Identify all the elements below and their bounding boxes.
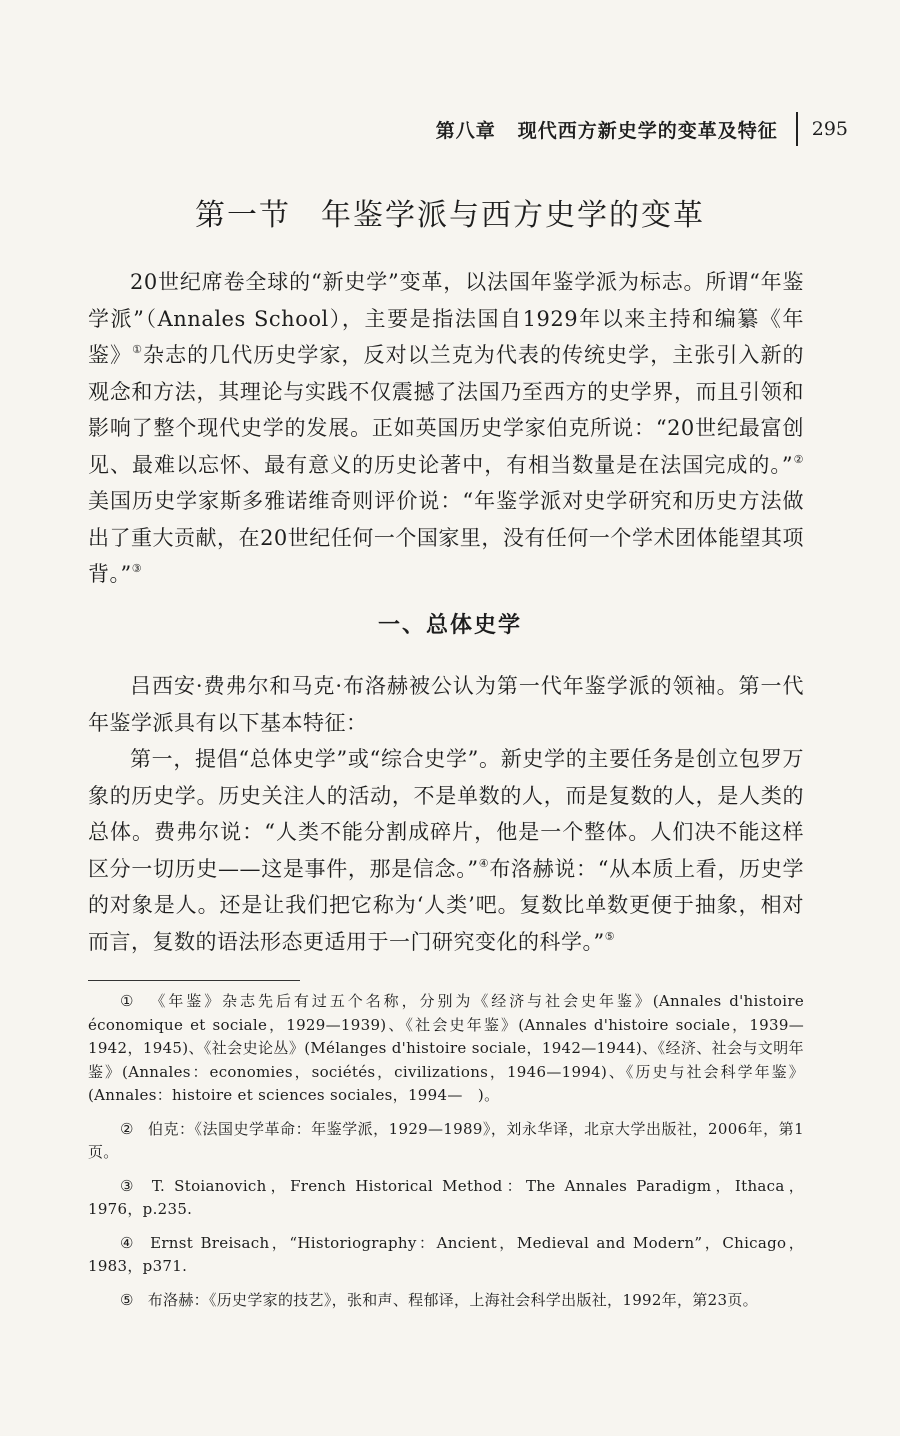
paragraph-intro (88, 264, 804, 593)
footnote-ref-2[interactable]: ② (793, 452, 804, 466)
footnotes (88, 990, 804, 1322)
footnote-text: 伯克：《法国史学革命：年鉴学派，1929—1989》，刘永华译，北京大学出版社，2006年，第1页。 (88, 1119, 805, 1161)
paragraph-intro-part-b: 杂志的几代历史学家，反对以兰克为代表的传统史学，主张引入新的观念和方法，其理论与实践不仅震撼了法国乃至西方的史学界，而且引领和影响了整个现代史学的发展。正如英国历史学家伯克所说：“20世纪最富创见、最难以忘怀、最有意义的历史论著中，有相当数量是在法国完成的。” (88, 343, 805, 477)
paragraph-intro-part-a: 20世纪席卷全球的“新史学”变革，以法国年鉴学派为标志。所谓“年鉴学派”（Annales School），主要是指法国自1929年以来主持和编纂《年鉴》 (88, 270, 804, 367)
chapter-title: 现代西方新史学的变革及特征 (517, 119, 778, 142)
chapter-label: 第八章 (435, 119, 496, 142)
paragraph-intro-part-c: 美国历史学家斯多雅诺维奇则评价说：“年鉴学派对史学研究和历史方法做出了重大贡献，在20世纪任何一个国家里，没有任何一个学术团体能望其项背。” (88, 489, 804, 586)
header-divider (796, 112, 798, 146)
footnote-divider (88, 980, 300, 981)
footnote-ref-1[interactable]: ① (132, 343, 144, 356)
footnote-4 (88, 1232, 804, 1279)
chapter-heading (436, 116, 778, 143)
footnote-5 (88, 1289, 804, 1313)
running-header (436, 112, 848, 146)
footnote-text: T. Stoianovich，French Historical Method：The Annales Paradigm，Ithaca，1976，p.235. (88, 1176, 804, 1218)
section-number: 第一节 (195, 198, 291, 233)
footnote-mark: ⑤ (120, 1290, 134, 1309)
footnote-text: Ernst Breisach，“Historiography：Ancient，Medieval and Modern”，Chicago，1983，p371. (88, 1233, 804, 1275)
footnote-3 (88, 1175, 804, 1222)
section-title-text: 年鉴学派与西方史学的变革 (321, 198, 705, 233)
footnote-ref-5[interactable]: ⑤ (604, 929, 616, 943)
footnote-mark: ① (120, 992, 137, 1010)
footnote-1 (88, 990, 804, 1108)
subheading: 一、总体史学 (377, 613, 522, 638)
footnote-mark: ② (120, 1119, 134, 1138)
footnote-text: 《年鉴》杂志先后有过五个名称，分别为《经济与社会史年鉴》(Annales d'histoire économique et sociale，1929—1939)、《社会史年鉴》(Annales d'histoire sociale，1939—1942，1945)、《社会史论丛》(Mélanges d'histoire sociale，1942—1944)、《经济、社会与文明年鉴》(Annales：economies，sociétés，civilizations，1946—1994)、《历史与社会科学年鉴》(Annales：histoire et sciences sociales，1994— )。 (88, 992, 804, 1104)
footnote-text: 布洛赫：《历史学家的技艺》，张和声、程郁译，上海社会科学出版社，1992年，第23页。 (147, 1290, 758, 1309)
section-title (0, 190, 900, 234)
footnote-2 (88, 1118, 804, 1165)
paragraph-total-history-part-a: 第一，提倡“总体史学”或“综合史学”。新史学的主要任务是创立包罗万象的历史学。历史关注人的活动，不是单数的人，而是复数的人，是人类的总体。费弗尔说：“人类不能分割成碎片，他是一个整体。人们决不能这样区分一切历史——这是事件，那是信念。” (88, 747, 804, 881)
footnote-mark: ③ (120, 1176, 138, 1195)
paragraph-leaders: 吕西安·费弗尔和马克·布洛赫被公认为第一代年鉴学派的领袖。第一代年鉴学派具有以下基本特征： (88, 674, 804, 735)
footnote-ref-3[interactable]: ③ (131, 562, 143, 575)
footnote-ref-4[interactable]: ④ (478, 856, 490, 870)
footnote-mark: ④ (120, 1233, 137, 1252)
body-block-1 (88, 264, 804, 593)
page-number: 295 (811, 118, 848, 140)
paragraph-total-history (88, 741, 804, 960)
paragraph-total-history-part-b: 布洛赫说：“从本质上看，历史学的对象是人。还是让我们把它称为‘人类’吧。复数比单数更便于抽象，相对而言，复数的语法形态更适用于一门研究变化的科学。” (88, 856, 804, 954)
body-block-2 (88, 668, 804, 960)
